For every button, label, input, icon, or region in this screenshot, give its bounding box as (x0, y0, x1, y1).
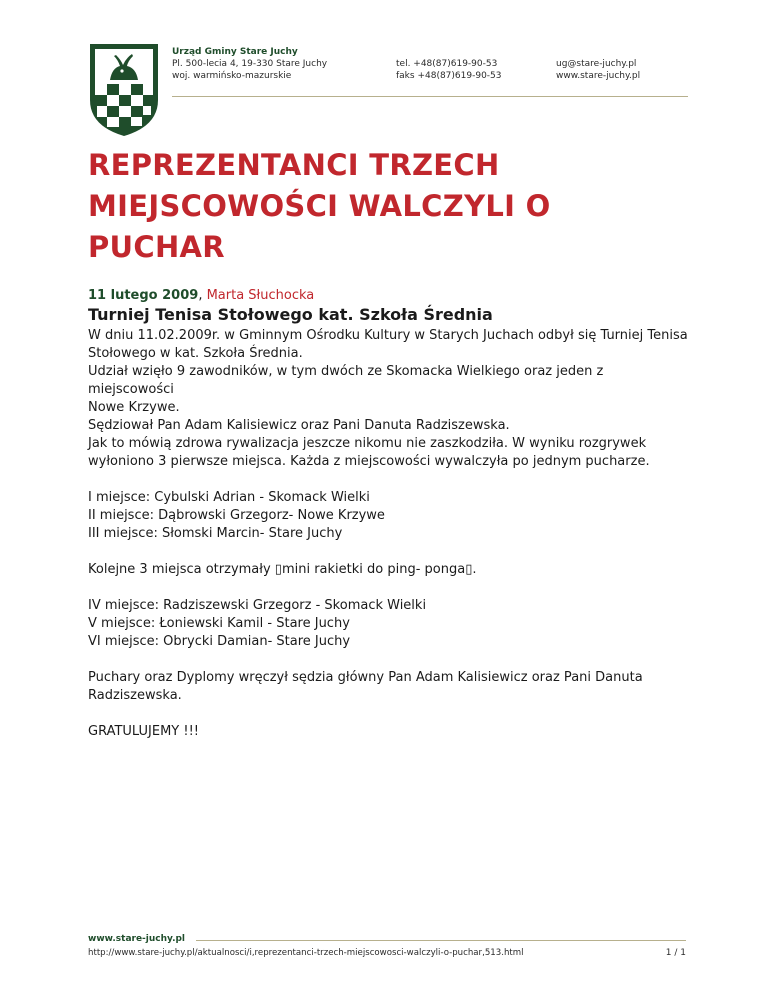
body-line: Sędziował Pan Adam Kalisiewicz oraz Pani Danuta Radziszewska. (88, 418, 510, 433)
body-line: GRATULUJEMY !!! (88, 724, 200, 739)
result-line: III miejsce: Słomski Marcin- Stare Juchy (88, 526, 343, 541)
footer-url-link[interactable]: http://www.stare-juchy.pl/aktualnosci/i,reprezentanci-trzech-miejscowosci-walczyli-o-puchar,513.html (88, 948, 524, 958)
body-line: Udział wzięło 9 zawodników, w tym dwóch ze Skomacka Wielkiego oraz jeden z miejscowości (88, 364, 604, 397)
closing-paragraph (88, 723, 692, 741)
article-date: 11 lutego 2009 (88, 288, 199, 303)
body-line: Jak to mówią zdrowa rywalizacja jeszcze nikomu nie zaszkodziła. W wyniku rozgrywek (88, 436, 647, 451)
meta-separator: , (198, 288, 207, 303)
body-line: Kolejne 3 miejsca otrzymały ▯mini rakietki do ping- ponga▯. (88, 562, 477, 577)
header-address (172, 46, 327, 82)
title-line: PUCHAR (88, 230, 225, 264)
page-header (86, 40, 688, 138)
footer-site-link[interactable]: www.stare-juchy.pl (88, 934, 186, 944)
body-line: Puchary oraz Dyplomy wręczył sędzia główny Pan Adam Kalisiewicz oraz Pani Danuta (88, 670, 643, 685)
header-contact (396, 46, 502, 82)
footer-divider (196, 940, 686, 941)
article-body (88, 327, 692, 759)
fax: faks +48(87)619-90-53 (396, 71, 502, 81)
article-subtitle: Turniej Tenisa Stołowego kat. Szkoła Średnia (88, 305, 493, 324)
header-divider (172, 96, 688, 97)
results-next-paragraph (88, 597, 692, 651)
body-line: W dniu 11.02.2009r. w Gminnym Ośrodku Kultury w Starych Juchach odbył się Turniej Tenisa (88, 328, 688, 343)
results-top-paragraph (88, 489, 692, 543)
awards-paragraph (88, 669, 692, 705)
body-line: Nowe Krzywe. (88, 400, 180, 415)
website-link[interactable]: www.stare-juchy.pl (556, 71, 641, 81)
title-line: REPREZENTANCI TRZECH (88, 148, 500, 182)
coat-of-arms-icon (86, 40, 162, 138)
body-line: Stołowego w kat. Szkoła Średnia. (88, 346, 303, 361)
result-line: V miejsce: Łoniewski Kamil - Stare Juchy (88, 616, 350, 631)
body-line: Radziszewska. (88, 688, 182, 703)
body-line: wyłoniono 3 pierwsze miejsca. Każda z miejscowości wywalczyła po jednym pucharze. (88, 454, 650, 469)
email-link[interactable]: ug@stare-juchy.pl (556, 59, 637, 69)
article-title (88, 145, 688, 268)
title-line: MIEJSCOWOŚCI WALCZYLI O (88, 189, 551, 223)
intro-paragraph (88, 327, 692, 471)
header-web (556, 46, 640, 82)
phone: tel. +48(87)619-90-53 (396, 59, 498, 69)
result-line: II miejsce: Dąbrowski Grzegorz- Nowe Krzywe (88, 508, 385, 523)
address-line-1: Pl. 500-lecia 4, 19-330 Stare Juchy (172, 59, 328, 69)
org-name: Urząd Gminy Stare Juchy (172, 47, 298, 57)
result-line: IV miejsce: Radziszewski Grzegorz - Skomack Wielki (88, 598, 427, 613)
article-author[interactable]: Marta Słuchocka (206, 288, 315, 303)
result-line: VI miejsce: Obrycki Damian- Stare Juchy (88, 634, 351, 649)
page-indicator: 1 / 1 (665, 948, 686, 958)
next-places-paragraph (88, 561, 692, 579)
address-line-2: woj. warmińsko-mazurskie (172, 71, 292, 81)
article-meta (88, 287, 314, 304)
result-line: I miejsce: Cybulski Adrian - Skomack Wielki (88, 490, 370, 505)
page-footer (88, 934, 686, 964)
